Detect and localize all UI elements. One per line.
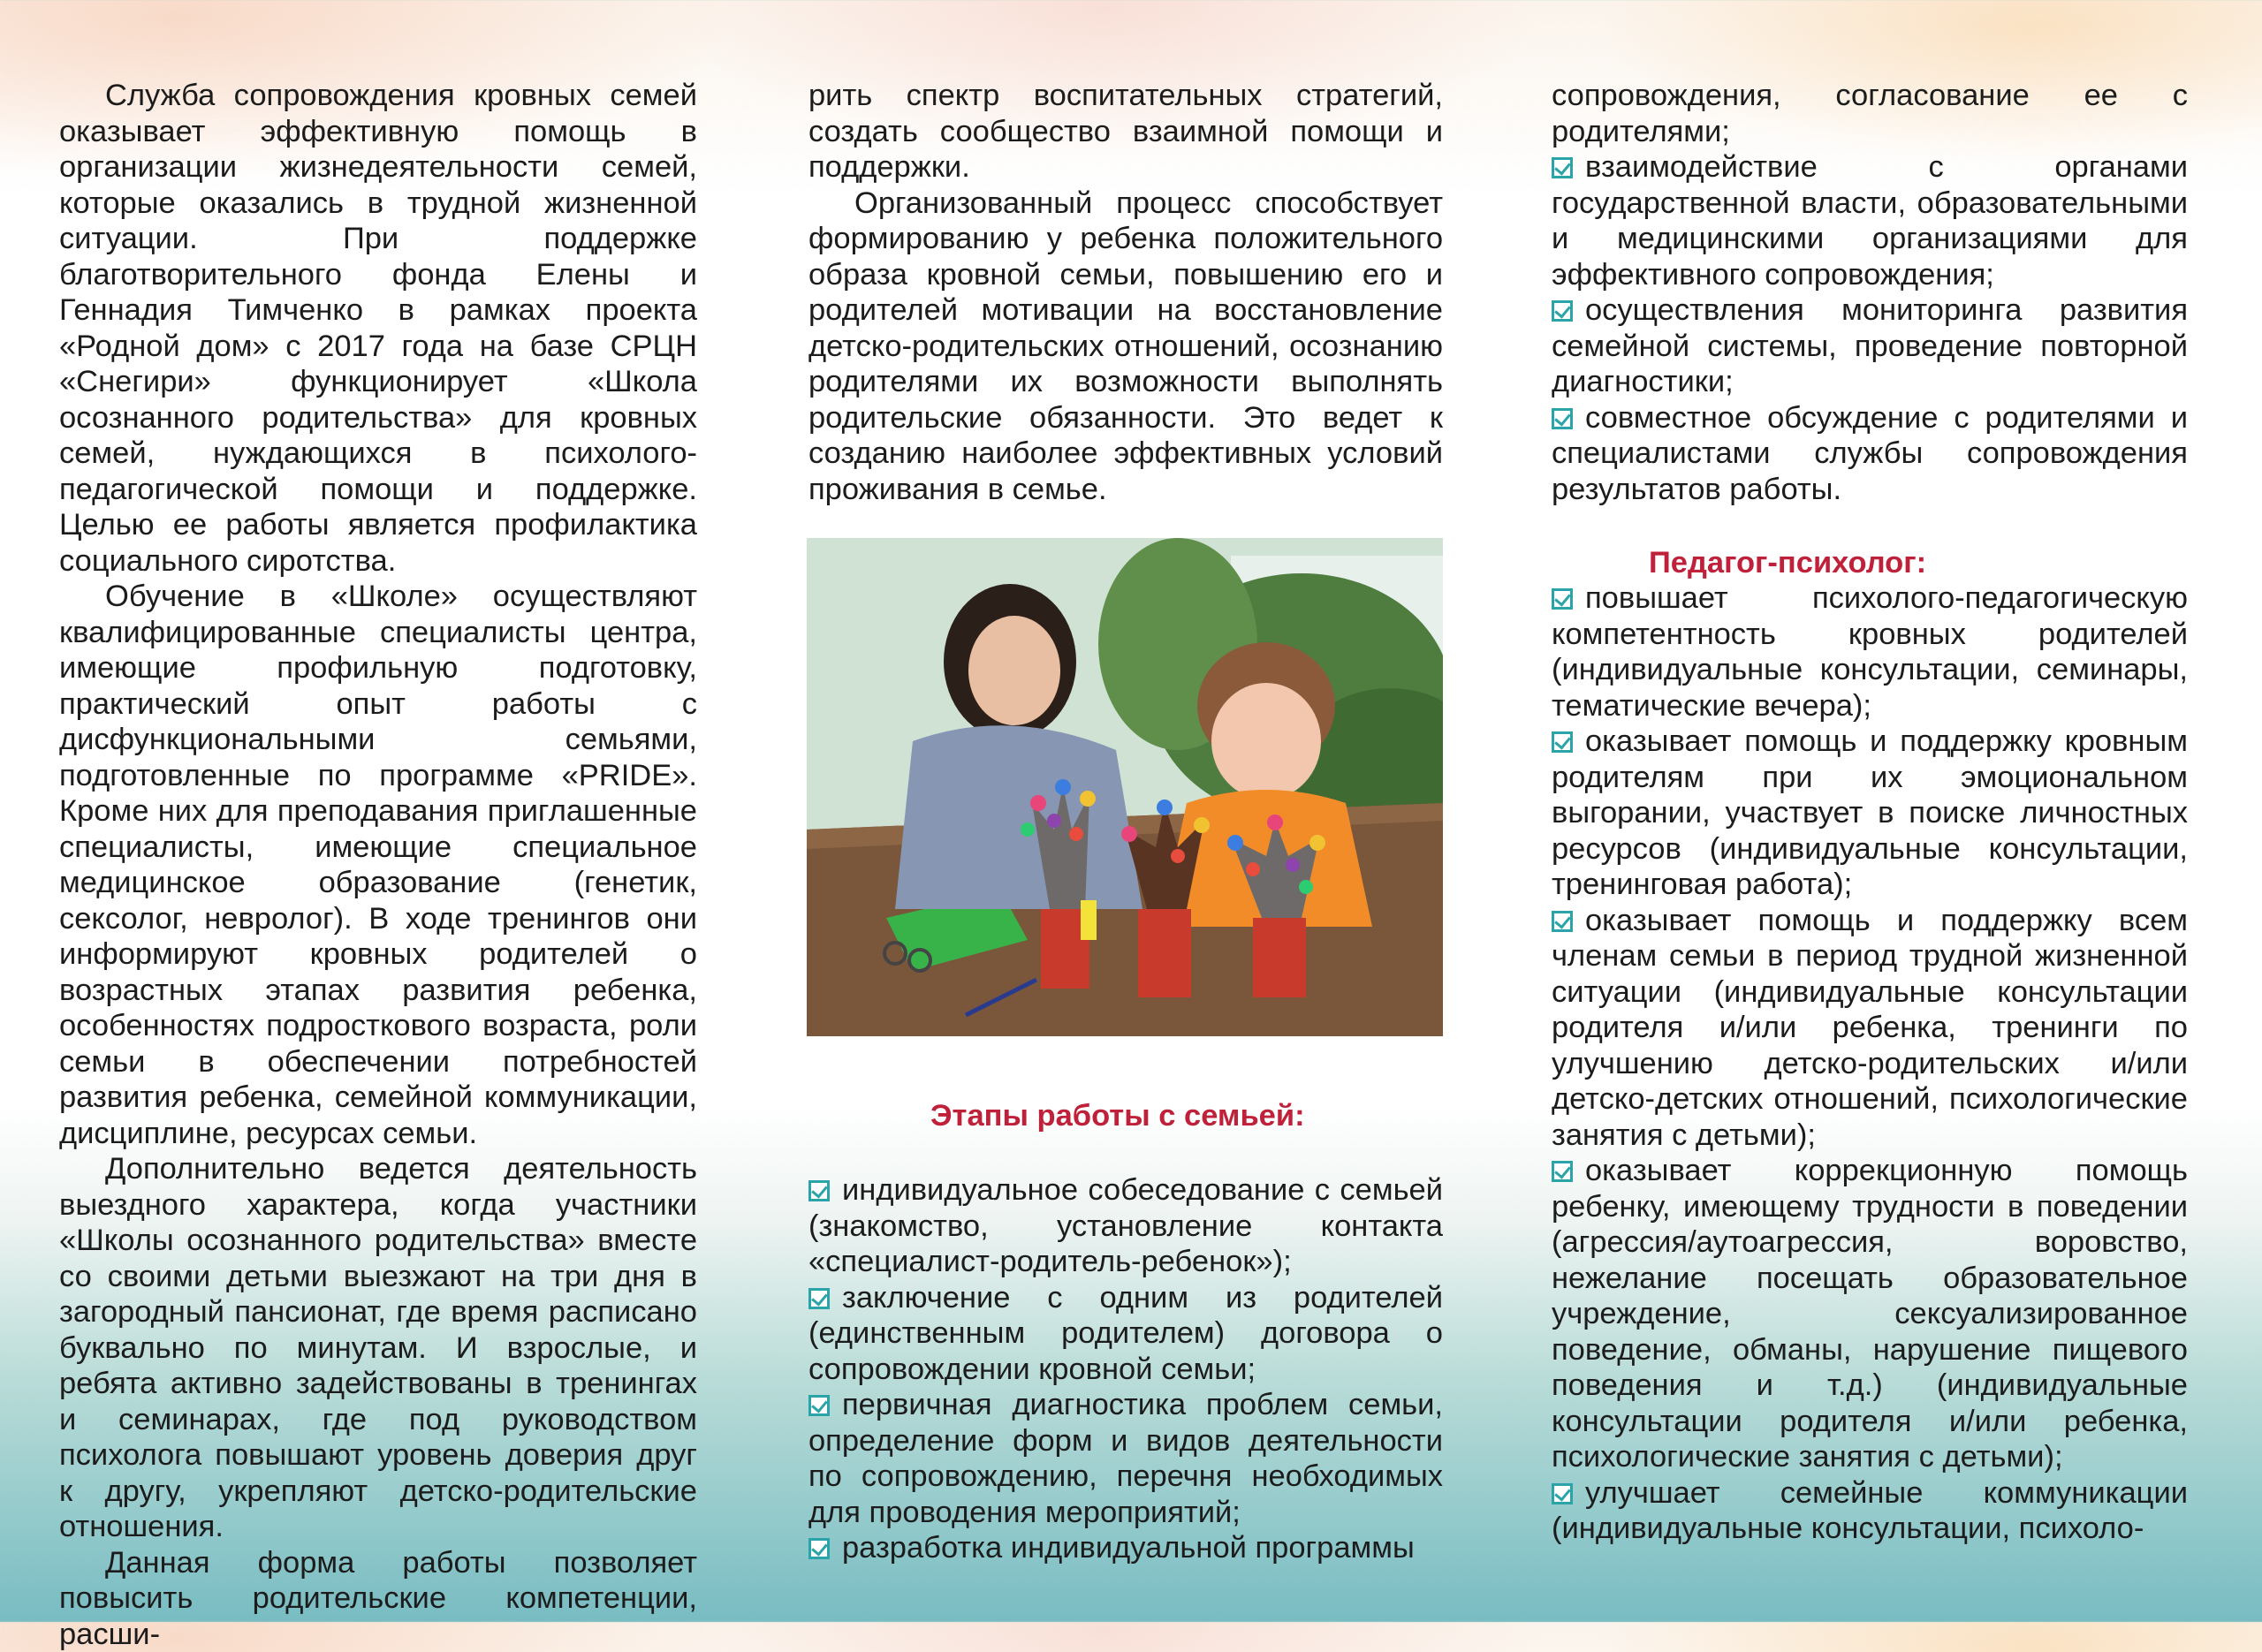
mother-shirt-icon: [895, 725, 1142, 909]
list-item-text: первичная диагностика проблем семьи, определение форм и видов деятельности по сопровождению, перечня необходимых для проводения мероприятий;: [808, 1388, 1443, 1529]
column-left: [59, 78, 697, 1652]
checkbox-icon: [1552, 157, 1573, 178]
list-item-text: повышает психолого-педагогическую компетентность кровных родителей (индивидуальные консультации, семинары, тематические вечера);: [1552, 581, 2188, 723]
list-item: [808, 1280, 1443, 1388]
intro-paragraph: Служба сопровождения кровных семей оказывает эффективную помощь в организации жизнедеятельности семей, которые оказались в трудной жизненной ситуации. При поддержке благотворительного фонда Елены и Геннадия Тимченко в рамках проекта «Родной дом» с 2017 года на базе СРЦН «Снегири» функционирует «Школа осознанного родительства» для кровных семей, нуждающихся в психолого-педагогической помощи и поддержке. Целью ее работы является профилактика социального сиротства.: [59, 78, 697, 579]
checkbox-icon: [808, 1180, 830, 1201]
checkbox-icon: [808, 1288, 830, 1309]
checkbox-icon: [1552, 731, 1573, 753]
list-item: [1552, 1475, 2188, 1547]
mother-face-icon: [968, 616, 1060, 725]
list-item: [1552, 580, 2188, 724]
competence-paragraph: Данная форма работы позволяет повысить родительские компетенции, расши-: [59, 1545, 697, 1652]
list-item: [808, 1530, 1443, 1566]
checkbox-icon: [1552, 911, 1573, 932]
family-photo: [807, 538, 1443, 1036]
checkbox-icon: [1552, 1483, 1573, 1504]
stages-list: [808, 1172, 1443, 1566]
photo-illustration: [807, 538, 1443, 1036]
list-item-text: заключение с одним из родителей (единственным родителем) договора о сопровождении кровной семьи;: [808, 1281, 1443, 1386]
psychologist-list: [1552, 580, 2188, 1547]
list-item: [808, 1387, 1443, 1530]
continuation-paragraph: рить спектр воспитательных стратегий, создать сообщество взаимной помощи и поддержки.: [808, 78, 1443, 186]
tree-pot-icon: [1253, 918, 1306, 997]
checkbox-icon: [1552, 588, 1573, 610]
list-item: [1552, 149, 2188, 292]
list-item-text: оказывает коррекционную помощь ребенку, имеющему трудности в поведении (агрессия/аутоагрессия, воровство, нежелание посещать образовательное учреждение, сексуализированное поведение, обманы, нарушение пищевого поведения и т.д.) (индивидуальные консультации родителя и/или ребенка, психологические занятия с детьми);: [1552, 1154, 2188, 1474]
list-item: [1552, 400, 2188, 508]
continuation-paragraph: сопровождения, согласование ее с родителями;: [1552, 78, 2188, 149]
column-right: [1552, 78, 2188, 507]
outreach-paragraph: Дополнительно ведется деятельность выездного характера, когда участники «Школы осознанного родительства» вместе со своими детьми выезжают на три дня в загородный пансионат, где время расписано буквально по минутам. И взрослые, и ребята активно задействованы в тренингах и семинарах, где под руководством психолога повышают уровень доверия друг к другу, укрепляют детско-родительские отношения.: [59, 1151, 697, 1545]
checkbox-icon: [808, 1538, 830, 1559]
list-item-text: оказывает помощь и поддержку всем членам семьи в период трудной жизненной ситуации (индивидуальные консультации родителя и/или ребенка, тренинги по улучшению детско-родительских и/или детско-детских отношений, психологические занятия с детьми);: [1552, 904, 2188, 1152]
list-item-text: улучшает семейные коммуникации (индивидуальные консультации, психоло-: [1552, 1476, 2188, 1546]
list-item: [1552, 903, 2188, 1154]
list-item: [1552, 292, 2188, 400]
glue-stick-icon: [1081, 900, 1097, 940]
list-item-text: индивидуальное собеседование с семьей (знакомство, установление контакта «специалист-родитель-ребенок»);: [808, 1173, 1443, 1278]
list-item-text: осуществления мониторинга развития семейной системы, проведение повторной диагностики;: [1552, 293, 2188, 398]
stages-heading: Этапы работы с семьей:: [930, 1099, 1305, 1133]
list-item: [1552, 724, 2188, 903]
process-paragraph: Организованный процесс способствует формированию у ребенка положительного образа кровной семьи, повышению его и родителей мотивации на восстановление детско-родительских отношений, осознанию родителями их возможности выполнять родительские обязанности. Это ведет к созданию наиболее эффективных условий проживания в семье.: [808, 186, 1443, 508]
checkbox-icon: [808, 1395, 830, 1416]
list-item: [808, 1172, 1443, 1280]
list-item-text: оказывает помощь и поддержку кровным родителям при их эмоциональном выгорании, участвует в поиске личностных ресурсов (индивидуальные консультации, тренинговая работа);: [1552, 724, 2188, 901]
checkbox-icon: [1552, 1161, 1573, 1182]
list-item-text: взаимодействие с органами государственной власти, образовательными и медицинскими организациями для эффективного сопровождения;: [1552, 150, 2188, 292]
training-paragraph: Обучение в «Школе» осуществляют квалифицированные специалисты центра, имеющие профильную подготовку, практический опыт работы с дисфункциональными семьями, подготовленные по программе «PRIDE». Кроме них для преподавания приглашенные специалисты, имеющие специальное медицинское образование (генетик, сексолог, невролог). В ходе тренингов они информируют кровных родителей о возрастных этапах развития ребенка, особенностях подросткового возраста, роли семьи в обеспечении потребностей развития ребенка, семейной коммуникации, дисциплине, ресурсах семьи.: [59, 579, 697, 1151]
column-middle: [808, 78, 1443, 507]
checkbox-icon: [1552, 300, 1573, 322]
tree-pot-icon: [1138, 909, 1191, 997]
checkbox-icon: [1552, 408, 1573, 429]
list-item: [1552, 1153, 2188, 1475]
girl-face-icon: [1211, 683, 1321, 799]
psychologist-heading: Педагог-психолог:: [1649, 546, 1926, 580]
list-item-text: совместное обсуждение с родителями и специалистами службы сопровождения результатов работы.: [1552, 401, 2188, 506]
list-item-text: разработка индивидуальной программы: [842, 1531, 1415, 1565]
